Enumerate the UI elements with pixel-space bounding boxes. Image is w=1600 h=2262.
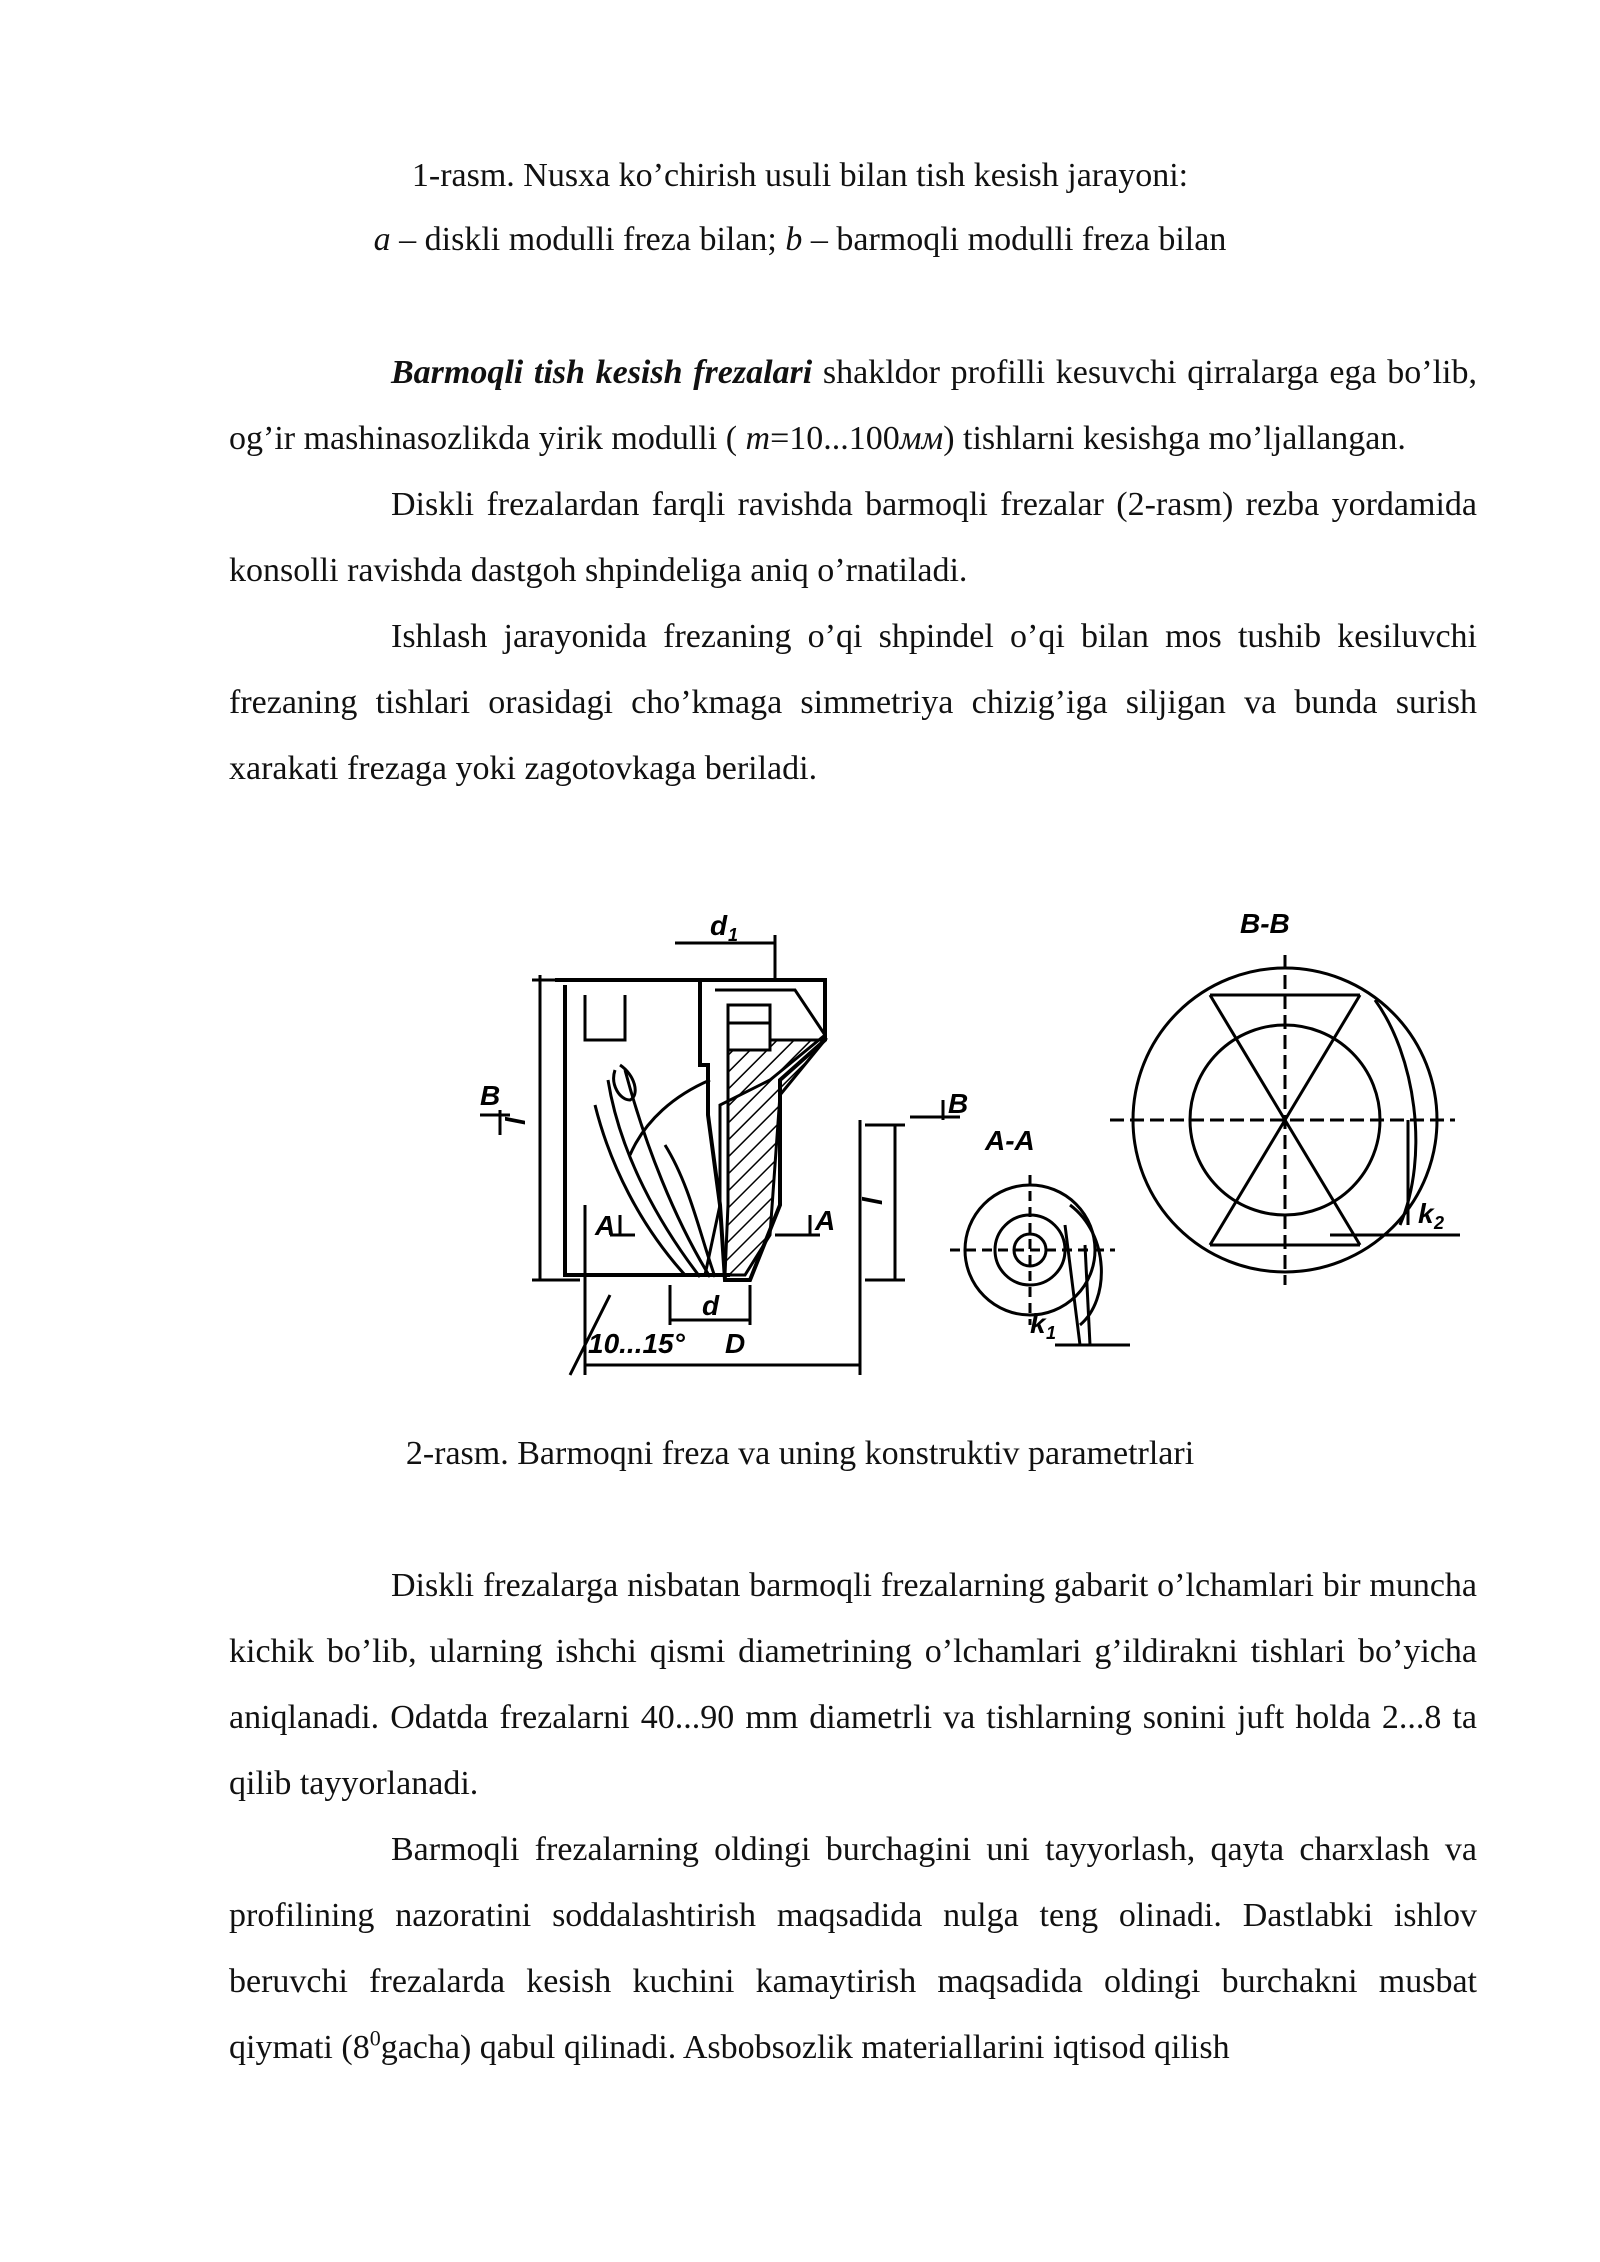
figure2-caption-text: 2-rasm. Barmoqni freza va uning konstruktiv parametrlari xyxy=(405,1435,1195,1472)
label-k2-sub: 2 xyxy=(1434,1213,1445,1233)
paragraph-5-text-b: gacha) qabul qilinadi. Asbobsozlik materiallarini iqtisod qilish xyxy=(380,2029,1230,2066)
figure1-caption-text: 1-rasm. Nusxa ko’chirish usuli bilan tish kesish jarayoni: xyxy=(411,157,1189,194)
label-aa: A-A xyxy=(985,1125,1035,1156)
label-l: l xyxy=(500,1117,531,1125)
label-d1-sub: 1 xyxy=(728,925,739,945)
unit-mm: мм xyxy=(899,420,944,457)
figure-labels xyxy=(480,908,1444,1359)
paragraph-block-top xyxy=(229,340,1477,802)
label-bb: B-B xyxy=(1240,908,1290,939)
paragraph-3: Ishlash jarayonida frezaning o’qi shpindel o’qi bilan mos tushib kesiluvchi frezaning tishlari orasidagi cho’kmaga simmetriya chizig’iga siljigan va bunda surish xarakati frezaga yoki zagotovkaga beriladi. xyxy=(229,618,1477,787)
bold-lead-term: Barmoqli tish kesish frezalari xyxy=(391,354,813,391)
paragraph-5-text-a: Barmoqli frezalarning oldingi burchagini uni tayyorlash, qayta charxlash va profilining nazoratini soddalashtirish maqsadida nulga teng olinadi. Dastlabki ishlov beruvchi frezalarda kesish kuchini kamaytirish maqsadida oldingi burchakni musbat qiymati (8 xyxy=(229,1831,1477,2066)
figure-2-drawing xyxy=(470,905,1480,1395)
label-D: D xyxy=(725,1328,746,1359)
paragraph-block-bottom xyxy=(229,1553,1477,2081)
label-k1-sub: 1 xyxy=(1046,1323,1057,1343)
paragraph-2: Diskli frezalardan farqli ravishda barmoqli frezalar (2-rasm) rezba yordamida konsolli ravishda dastgoh shpindeliga aniq o’rnatiladi. xyxy=(229,486,1477,589)
paragraph-1-text-b: =10...100 xyxy=(770,420,900,457)
label-d: d xyxy=(702,1290,720,1321)
label-angle: 10...15° xyxy=(588,1328,685,1359)
label-k1: k xyxy=(1030,1308,1046,1339)
degree-superscript: 0 xyxy=(369,2025,381,2051)
label-b: b xyxy=(785,221,803,258)
paragraph-1-text-c: ) tishlarni kesishga mo’ljallangan. xyxy=(943,420,1406,457)
label-b-left: B xyxy=(480,1080,501,1111)
paragraph-5 xyxy=(229,1817,1477,2081)
section-b-b xyxy=(1110,955,1460,1285)
label-a-left: A xyxy=(595,1210,616,1241)
label-a: a xyxy=(373,221,391,258)
finger-cutter-drawing xyxy=(470,905,1480,1395)
figure1-caption-line2 xyxy=(0,216,1600,264)
label-b-right: B xyxy=(948,1088,969,1119)
label-a-right: A xyxy=(815,1205,836,1236)
label-a-text: – diskli modulli freza bilan; xyxy=(390,221,786,258)
paragraph-1-text-a: shakldor profilli kesuvchi qirralarga ega bo’lib, og’ir mashinasozlikda yirik modulli ( xyxy=(229,354,1477,457)
paragraph-4: Diskli frezalarga nisbatan barmoqli frezalarning gabarit o’lchamlari bir muncha kichik bo’lib, ularning ishchi qismi diametrining o’lchamlari g’ildirakni tishlari bo’yicha aniqlanadi. Odatda frezalarni 40...90 mm diametrli va tishlarning sonini juft holda 2...8 ta qilib tayyorlanadi. xyxy=(229,1567,1477,1802)
figure1-caption-line1 xyxy=(0,152,1600,200)
label-k2: k xyxy=(1418,1198,1434,1229)
label-d1: d xyxy=(710,910,728,941)
label-l1: l xyxy=(857,1197,888,1205)
module-symbol: m xyxy=(745,420,771,457)
figure2-caption xyxy=(0,1430,1600,1478)
paragraph-1 xyxy=(229,340,1477,472)
label-b-text: – barmoqli modulli freza bilan xyxy=(802,221,1227,258)
